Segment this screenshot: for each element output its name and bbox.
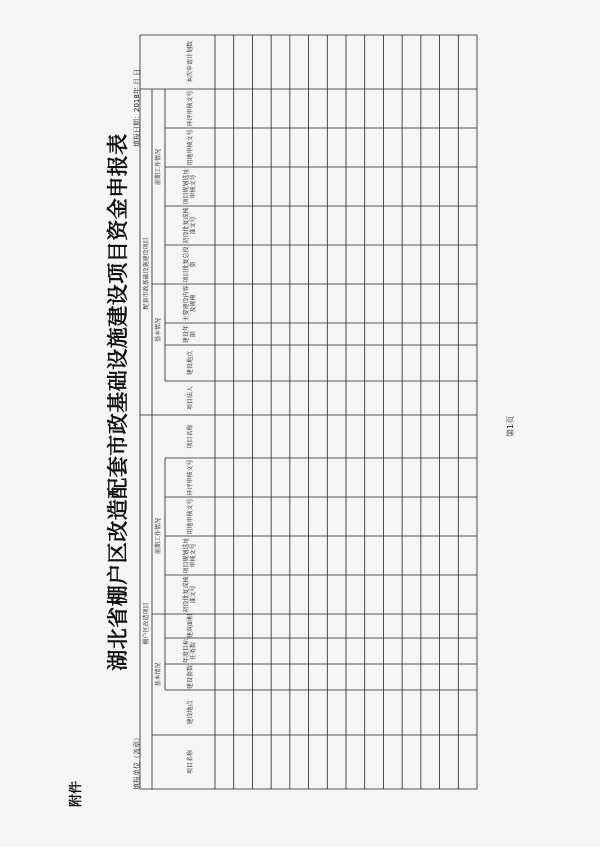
left-column-header: 年度目标任务数 (183, 639, 197, 664)
attachment-label: 附件 (69, 780, 84, 807)
left-column-header: 环评审核文号 (186, 459, 194, 496)
right-column-header: 主要建设内容及规模 (183, 285, 197, 322)
right-column-header: 环评审核文号 (186, 90, 194, 127)
left-column-header: 用地审核文号 (186, 498, 194, 535)
prework-label-left: 前期工作情况 (155, 518, 162, 555)
fill-unit-label: 填报单位（盖章） (133, 734, 141, 790)
left-column-header: 项目名称 (186, 750, 194, 775)
basic-info-label-left: 基本情况 (155, 662, 162, 687)
right-column-header: 建设地点 (186, 351, 194, 376)
right-column-header: 项目规划选址审核文号 (183, 168, 197, 205)
page-number: 第1页 (506, 415, 515, 437)
form-title: 湖北省棚户区改造配套市政基础设施建设项目资金申报表 (105, 133, 130, 671)
right-column-header: 建设年限 (183, 325, 197, 344)
right-column-header: 用地审核文号 (186, 129, 194, 166)
right-column-header: 项目名称 (186, 424, 194, 449)
right-column-header: 本次申请计划数 (186, 41, 194, 84)
section-label-right: 配套市政基础设施建设项目 (142, 237, 150, 310)
right-column-header: 项目法人 (186, 386, 194, 411)
left-column-header: 建设地点 (186, 700, 194, 725)
fill-date-label: 填报日期：2018年 月 日 (133, 68, 141, 147)
prework-label-right: 前期工作情况 (155, 149, 162, 186)
left-column-header: 项目规划选址审核文号 (183, 537, 197, 574)
right-column-header: 项目批复总投资 (183, 246, 197, 283)
section-label-left: 棚户区改造项目 (142, 602, 150, 645)
left-column-header: 初设批复或核准文号 (183, 576, 197, 613)
right-column-header: 初设批复或核准文号 (183, 207, 197, 244)
left-column-header: 建筑面积 (186, 613, 194, 638)
basic-info-label-right: 基本情况 (155, 318, 162, 343)
left-column-header: 建设套数 (186, 665, 194, 690)
